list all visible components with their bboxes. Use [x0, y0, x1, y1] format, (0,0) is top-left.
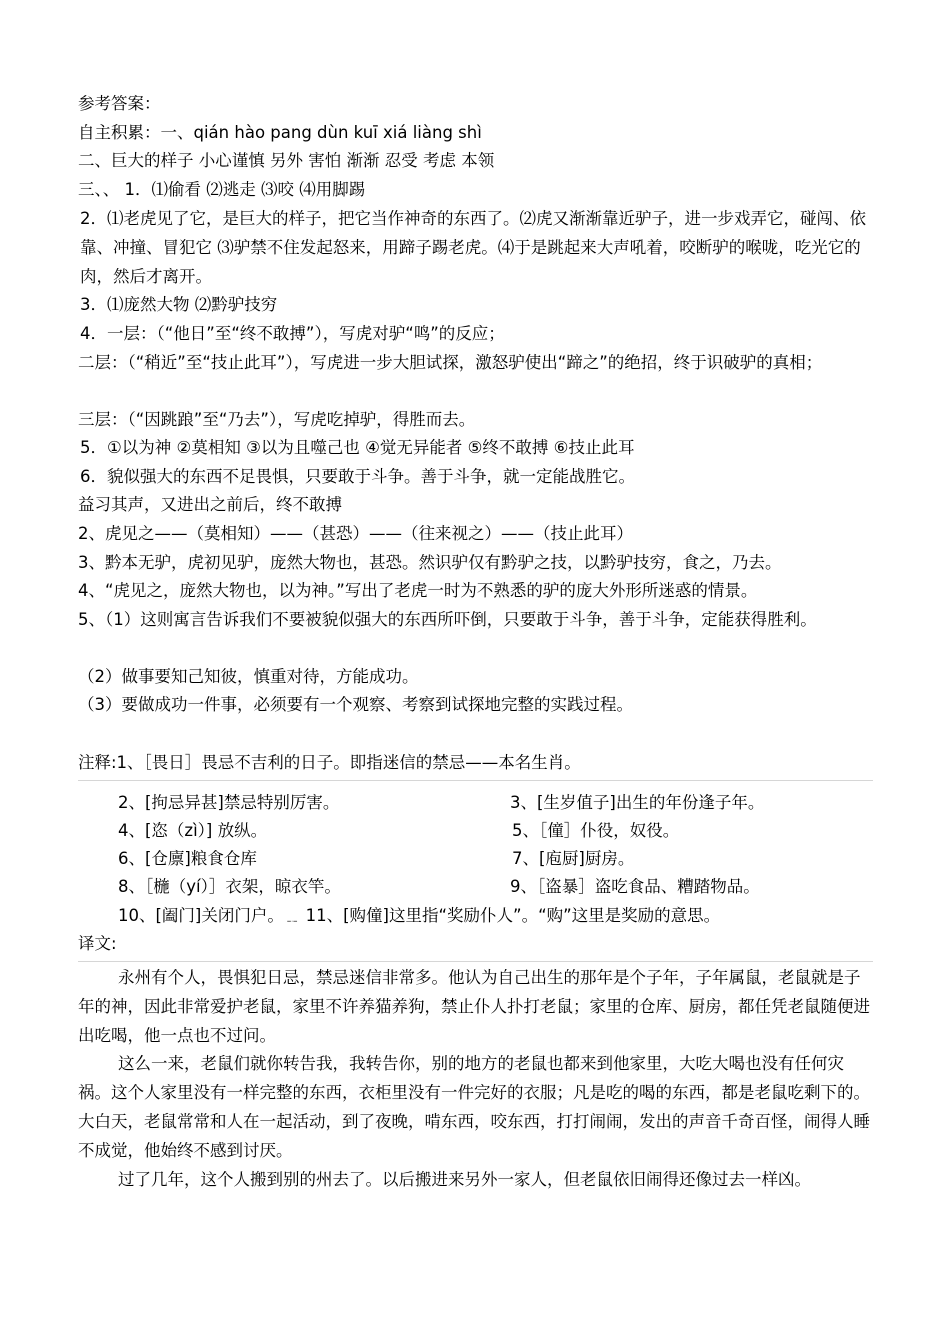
- answer-line-b6: （2）做事要知己知彼，慎重对待，方能成功。: [78, 667, 419, 686]
- divider-rule: [78, 961, 873, 962]
- answer-line-b5: 5、（1）这则寓言告诉我们不要被貌似强大的东西所吓倒，只要敢于斗争，善于斗争，定能获得胜利。: [78, 610, 817, 629]
- answer-line-b4: 4、“虎见之，庞然大物也，以为神。”写出了老虎一时为不熟悉的驴的庞大外形所迷惑的情景。: [78, 581, 758, 600]
- note-3: 3、[生岁值子]出生的年份逢子年。: [510, 793, 765, 812]
- translation-heading: 译文:: [78, 934, 117, 953]
- answers-heading: 参考答案：: [78, 94, 161, 113]
- note-6: 6、[仓廪]粮食仓库: [118, 849, 257, 868]
- accumulation-line-2: 二、巨大的样子 小心谨慎 另外 害怕 渐渐 忍受 考虑 本领: [78, 151, 495, 170]
- note-1: 注释:1、［畏日］畏忌不吉利的日子。即指迷信的禁忌——本名生肖。: [78, 753, 581, 772]
- q3-item-4-layer-1: 4．一层：（“他日”至“终不敢搏”），写虎对驴“鸣”的反应；: [80, 324, 505, 343]
- q3-item-2: 2．⑴老虎见了它，是巨大的样子，把它当作神奇的东西了。⑵虎又渐渐靠近驴子，进一步戏弄它，碰闯、依靠、冲撞、冒犯它 ⑶驴禁不住发起怒来，用蹄子踢老虎。⑷于是跳起来大声吼着，咬断驴的喉咙，吃光它的肉，然后才离开。: [80, 209, 866, 286]
- answer-line-b7: （3）要做成功一件事，必须要有一个观察、考察到试探地完整的实践过程。: [78, 695, 633, 714]
- q3-item-1: 三、、 1．⑴偷看 ⑵逃走 ⑶咬 ⑷用脚踢: [78, 180, 366, 199]
- q3-item-6: 6．貌似强大的东西不足畏惧，只要敢于斗争。善于斗争，就一定能战胜它。: [80, 467, 635, 486]
- note-9: 9、［盗暴］盗吃食品、糟踏物品。: [510, 877, 760, 896]
- q3-item-5: 5．①以为神 ②莫相知 ③以为且噬己也 ④觉无异能者 ⑤终不敢搏 ⑥技止此耳: [80, 438, 635, 457]
- divider-rule: [78, 780, 873, 781]
- note-2: 2、[拘忌异甚]禁忌特别厉害。: [118, 793, 340, 812]
- translation-paragraph-3: 过了几年，这个人搬到别的州去了。以后搬进来另外一家人，但老鼠依旧闹得还像过去一样凶。: [118, 1170, 811, 1189]
- note-4: 4、[恣（zì）] 放纵。: [118, 821, 268, 840]
- note-10-11: 10、[阖门]关闭门户。﹎ 11、[购僮]这里指“奖励仆人”。“购”这里是奖励的意思。: [118, 906, 721, 925]
- accumulation-line-1: 自主积累：一、qián hào pang dùn kuī xiá liàng shì: [78, 123, 482, 142]
- note-7: 7、[庖厨]厨房。: [512, 849, 635, 868]
- note-5: 5、［僮］仆役，奴役。: [512, 821, 680, 840]
- q3-item-4-layer-2: 二层：（“稍近”至“技止此耳”），写虎进一步大胆试探，激怒驴使出“蹄之”的绝招，终于识破驴的真相；: [78, 353, 823, 372]
- answer-line-b1: 益习其声，又进出之前后，终不敢搏: [78, 495, 342, 514]
- q3-item-4-layer-3: 三层：（“因跳踉”至“乃去”），写虎吃掉驴，得胜而去。: [78, 410, 476, 429]
- note-8: 8、［椸（yí）］衣架，晾衣竿。: [118, 877, 341, 896]
- translation-paragraph-1: 永州有个人，畏惧犯日忌，禁忌迷信非常多。他认为自己出生的那年是个子年，子年属鼠，老鼠就是子年的神，因此非常爱护老鼠，家里不许养猫养狗，禁止仆人扑打老鼠；家里的仓库、厨房，都任凭老鼠随便进出吃喝，他一点也不过问。: [78, 968, 870, 1045]
- answer-line-b3: 3、黔本无驴，虎初见驴，庞然大物也，甚恐。然识驴仅有黔驴之技，以黔驴技穷，食之，乃去。: [78, 553, 782, 572]
- answer-line-b2: 2、虎见之——（莫相知）——（甚恐）——（往来视之）——（技止此耳）: [78, 524, 633, 543]
- translation-paragraph-2: 这么一来，老鼠们就你转告我，我转告你，别的地方的老鼠也都来到他家里，大吃大喝也没有任何灾祸。这个人家里没有一样完整的东西，衣柜里没有一件完好的衣服；凡是吃的喝的东西，都是老鼠吃剩下的。大白天，老鼠常常和人在一起活动，到了夜晚，啃东西，咬东西，打打闹闹，发出的声音千奇百怪，闹得人睡不成觉，他始终不感到讨厌。: [78, 1054, 870, 1160]
- q3-item-3: 3．⑴庞然大物 ⑵黔驴技穷: [80, 295, 278, 314]
